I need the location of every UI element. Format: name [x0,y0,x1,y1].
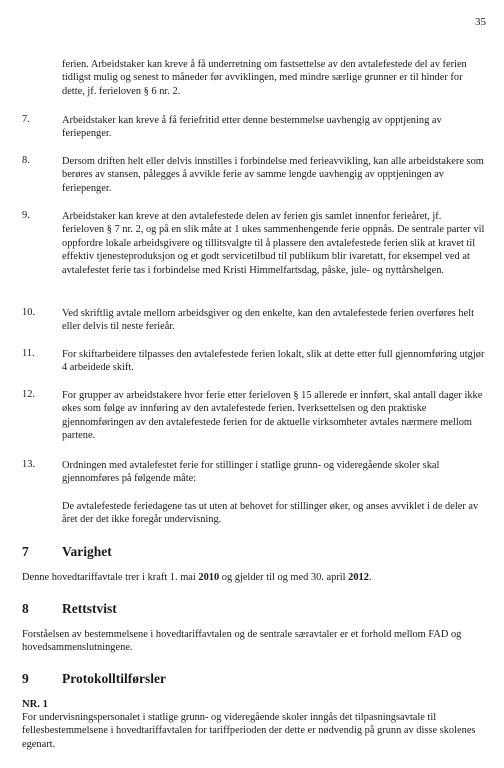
section-heading: Varighet [62,544,112,559]
item-number: 13. [22,459,35,470]
list-item: Arbeidstaker kan kreve at den avtalefestede delen av ferien gis samlet innenfor ferieåret, jf. ferieloven § 7 nr. 2, og på en slik måte at 1 ukes sammenhengende ferie oppnås. De sentrale parter vil oppfordre lokale arbeidsgivere og tillitsvalgte til å plassere den avtalefestede ferien slik at kravet til effektiv tjenesteproduksjon og et godt servicetilbud til publikum blir ivaretatt, for eksempel ved at avtalefestet ferie tas i forbindelse med Kristi Himmelfartsdag, påske, jule- og nyttårshelgen. [62,211,485,276]
section-number: 9 [22,671,29,686]
list-item: Ved skriftlig avtale mellom arbeidsgiver og den enkelte, kan den avtalefestede ferien overføres helt eller delvis til neste ferieår. [62,308,474,333]
item-number: 12. [22,389,35,400]
section-heading: Protokolltilførsler [62,671,166,686]
list-item: Dersom driften helt eller delvis innstilles i forbindelse med ferieavvikling, kan alle arbeidstakere som berøres av stansen, pålegges å avvikle ferie av samme lengde uavhengig av opptjeningen av feriepenger. [62,156,484,194]
protocol-entry-label: NR. 1 [22,699,48,710]
section-number: 7 [22,544,29,559]
item-number: 7. [22,114,30,125]
section-number: 8 [22,601,29,616]
list-item-subparagraph: De avtalefestede feriedagene tas ut uten at behovet for stillinger øker, og anses avviklet i de deler av året der det ikke foregår undervisning. [62,501,479,526]
intro-paragraph: ferien. Arbeidstaker kan kreve å få underretning om fastsettelse av den avtalefestede del av ferien tidligst mulig og senest to måneder før avviklingen, med mindre særlige grunner er til hinder for dette, jf. ferieloven § 6 nr. 2. [62,59,467,97]
list-item: For skiftarbeidere tilpasses den avtalefestede ferien lokalt, slik at dette etter full gjennomføring utgjør 4 arbeidede skift. [62,349,485,374]
item-number: 9. [22,210,30,221]
list-item: Ordningen med avtalefestet ferie for stillinger i statlige grunn- og videregående skoler skal gjennomføres på følgende måte: [62,460,440,485]
item-number: 11. [22,348,35,359]
protocol-entry-text: For undervisningspersonalet i statlige grunn- og videregående skoler inngås det tilpasningsavtale til fellesbestemmelsene i hovedtariffavtalen for tariffperioden der dette er nødvendig på grunn av disse skolenes egenart. [22,712,476,750]
end-year: 2012 [348,572,369,583]
start-year: 2010 [198,572,220,583]
page-number: 35 [475,16,486,28]
varighet-paragraph: Denne hovedtariffavtale trer i kraft 1. mai 2010 og gjelder til og med 30. april 2012. [22,572,372,583]
rettstvist-paragraph: Forståelsen av bestemmelsene i hovedtariffavtalen og de sentrale særavtaler er et forhold mellom FAD og hovedsammenslutningene. [22,629,462,654]
list-item: Arbeidstaker kan kreve å få feriefritid etter denne bestemmelse uavhengig av opptjening av feriepenger. [62,115,442,140]
item-number: 8. [22,155,30,166]
section-heading: Rettstvist [62,601,117,616]
list-item: For grupper av arbeidstakere hvor ferie etter ferieloven § 15 allerede er innført, skal antall dager ikke økes som følge av innføring av den avtalefestede ferien. Iverksettelsen og den praktiske gjennomføringen av den avtalefestede ferien for de aktuelle virksomheter avtales nærmere mellom partene. [62,390,483,442]
item-number: 10. [22,307,35,318]
